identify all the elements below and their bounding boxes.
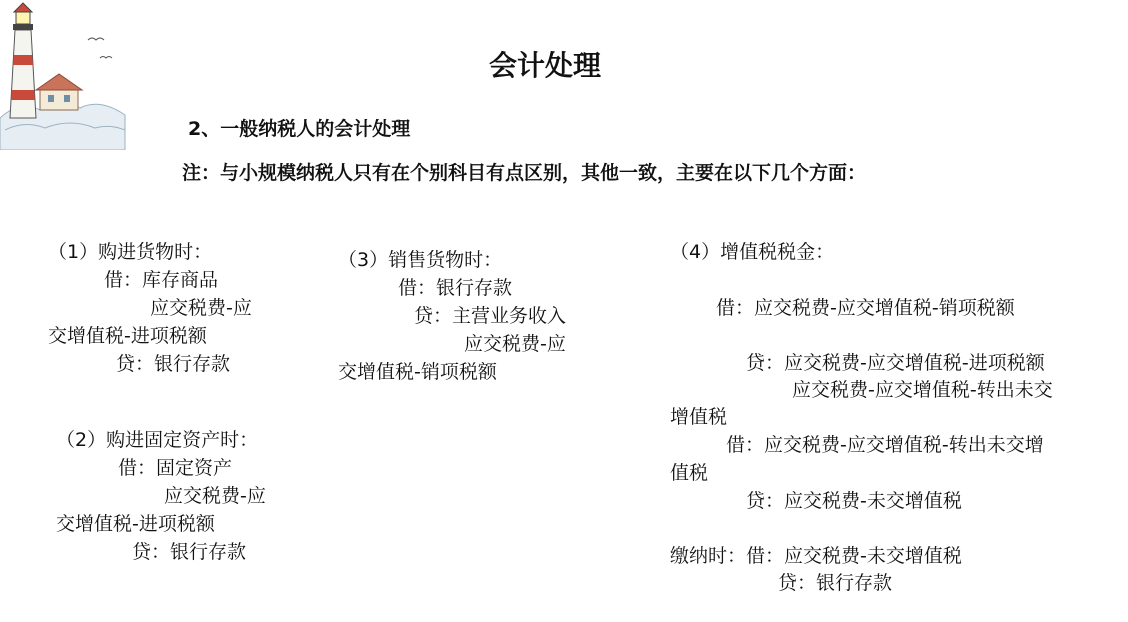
section4-line9: 贷：银行存款 bbox=[778, 572, 893, 594]
section-subtitle: 2、一般纳税人的会计处理 bbox=[188, 118, 411, 140]
section2-line1: 借：固定资产 bbox=[118, 457, 233, 479]
section1-line1: 借：库存商品 bbox=[104, 269, 219, 291]
note-text: 注：与小规模纳税人只有在个别科目有点区别，其他一致，主要在以下几个方面： bbox=[182, 162, 867, 184]
section2-line2: 应交税费-应 bbox=[164, 485, 266, 507]
section3-line1: 借：银行存款 bbox=[398, 277, 513, 299]
section4-line5: 借：应交税费-应交增值税-转出未交增 bbox=[726, 434, 1044, 456]
section1-line2: 应交税费-应 bbox=[150, 297, 252, 319]
section4-line7: 贷：应交税费-未交增值税 bbox=[746, 490, 962, 512]
section2-line4: 贷：银行存款 bbox=[132, 541, 247, 563]
section3-heading: （3）销售货物时： bbox=[338, 249, 503, 271]
section4-line6: 值税 bbox=[670, 462, 709, 484]
section4-line2: 贷：应交税费-应交增值税-进项税额 bbox=[746, 352, 1045, 374]
section3-line3: 应交税费-应 bbox=[464, 333, 566, 355]
section1-line3: 交增值税-进项税额 bbox=[48, 325, 207, 347]
section2-line3: 交增值税-进项税额 bbox=[56, 513, 215, 535]
section4-line1: 借：应交税费-应交增值税-销项税额 bbox=[716, 297, 1015, 319]
section3-line4: 交增值税-销项税额 bbox=[338, 361, 497, 383]
section4-line4: 增值税 bbox=[670, 406, 728, 428]
section1-heading: （1）购进货物时： bbox=[48, 241, 213, 263]
section1-line4: 贷：银行存款 bbox=[116, 353, 231, 375]
page-title: 会计处理 bbox=[488, 49, 601, 82]
section4-line3: 应交税费-应交增值税-转出未交 bbox=[792, 379, 1053, 401]
section2-heading: （2）购进固定资产时： bbox=[56, 429, 259, 451]
section4-line8: 缴纳时：借：应交税费-未交增值税 bbox=[670, 545, 962, 567]
section4-heading: （4）增值税税金： bbox=[670, 241, 835, 263]
section3-line2: 贷：主营业务收入 bbox=[414, 305, 567, 327]
